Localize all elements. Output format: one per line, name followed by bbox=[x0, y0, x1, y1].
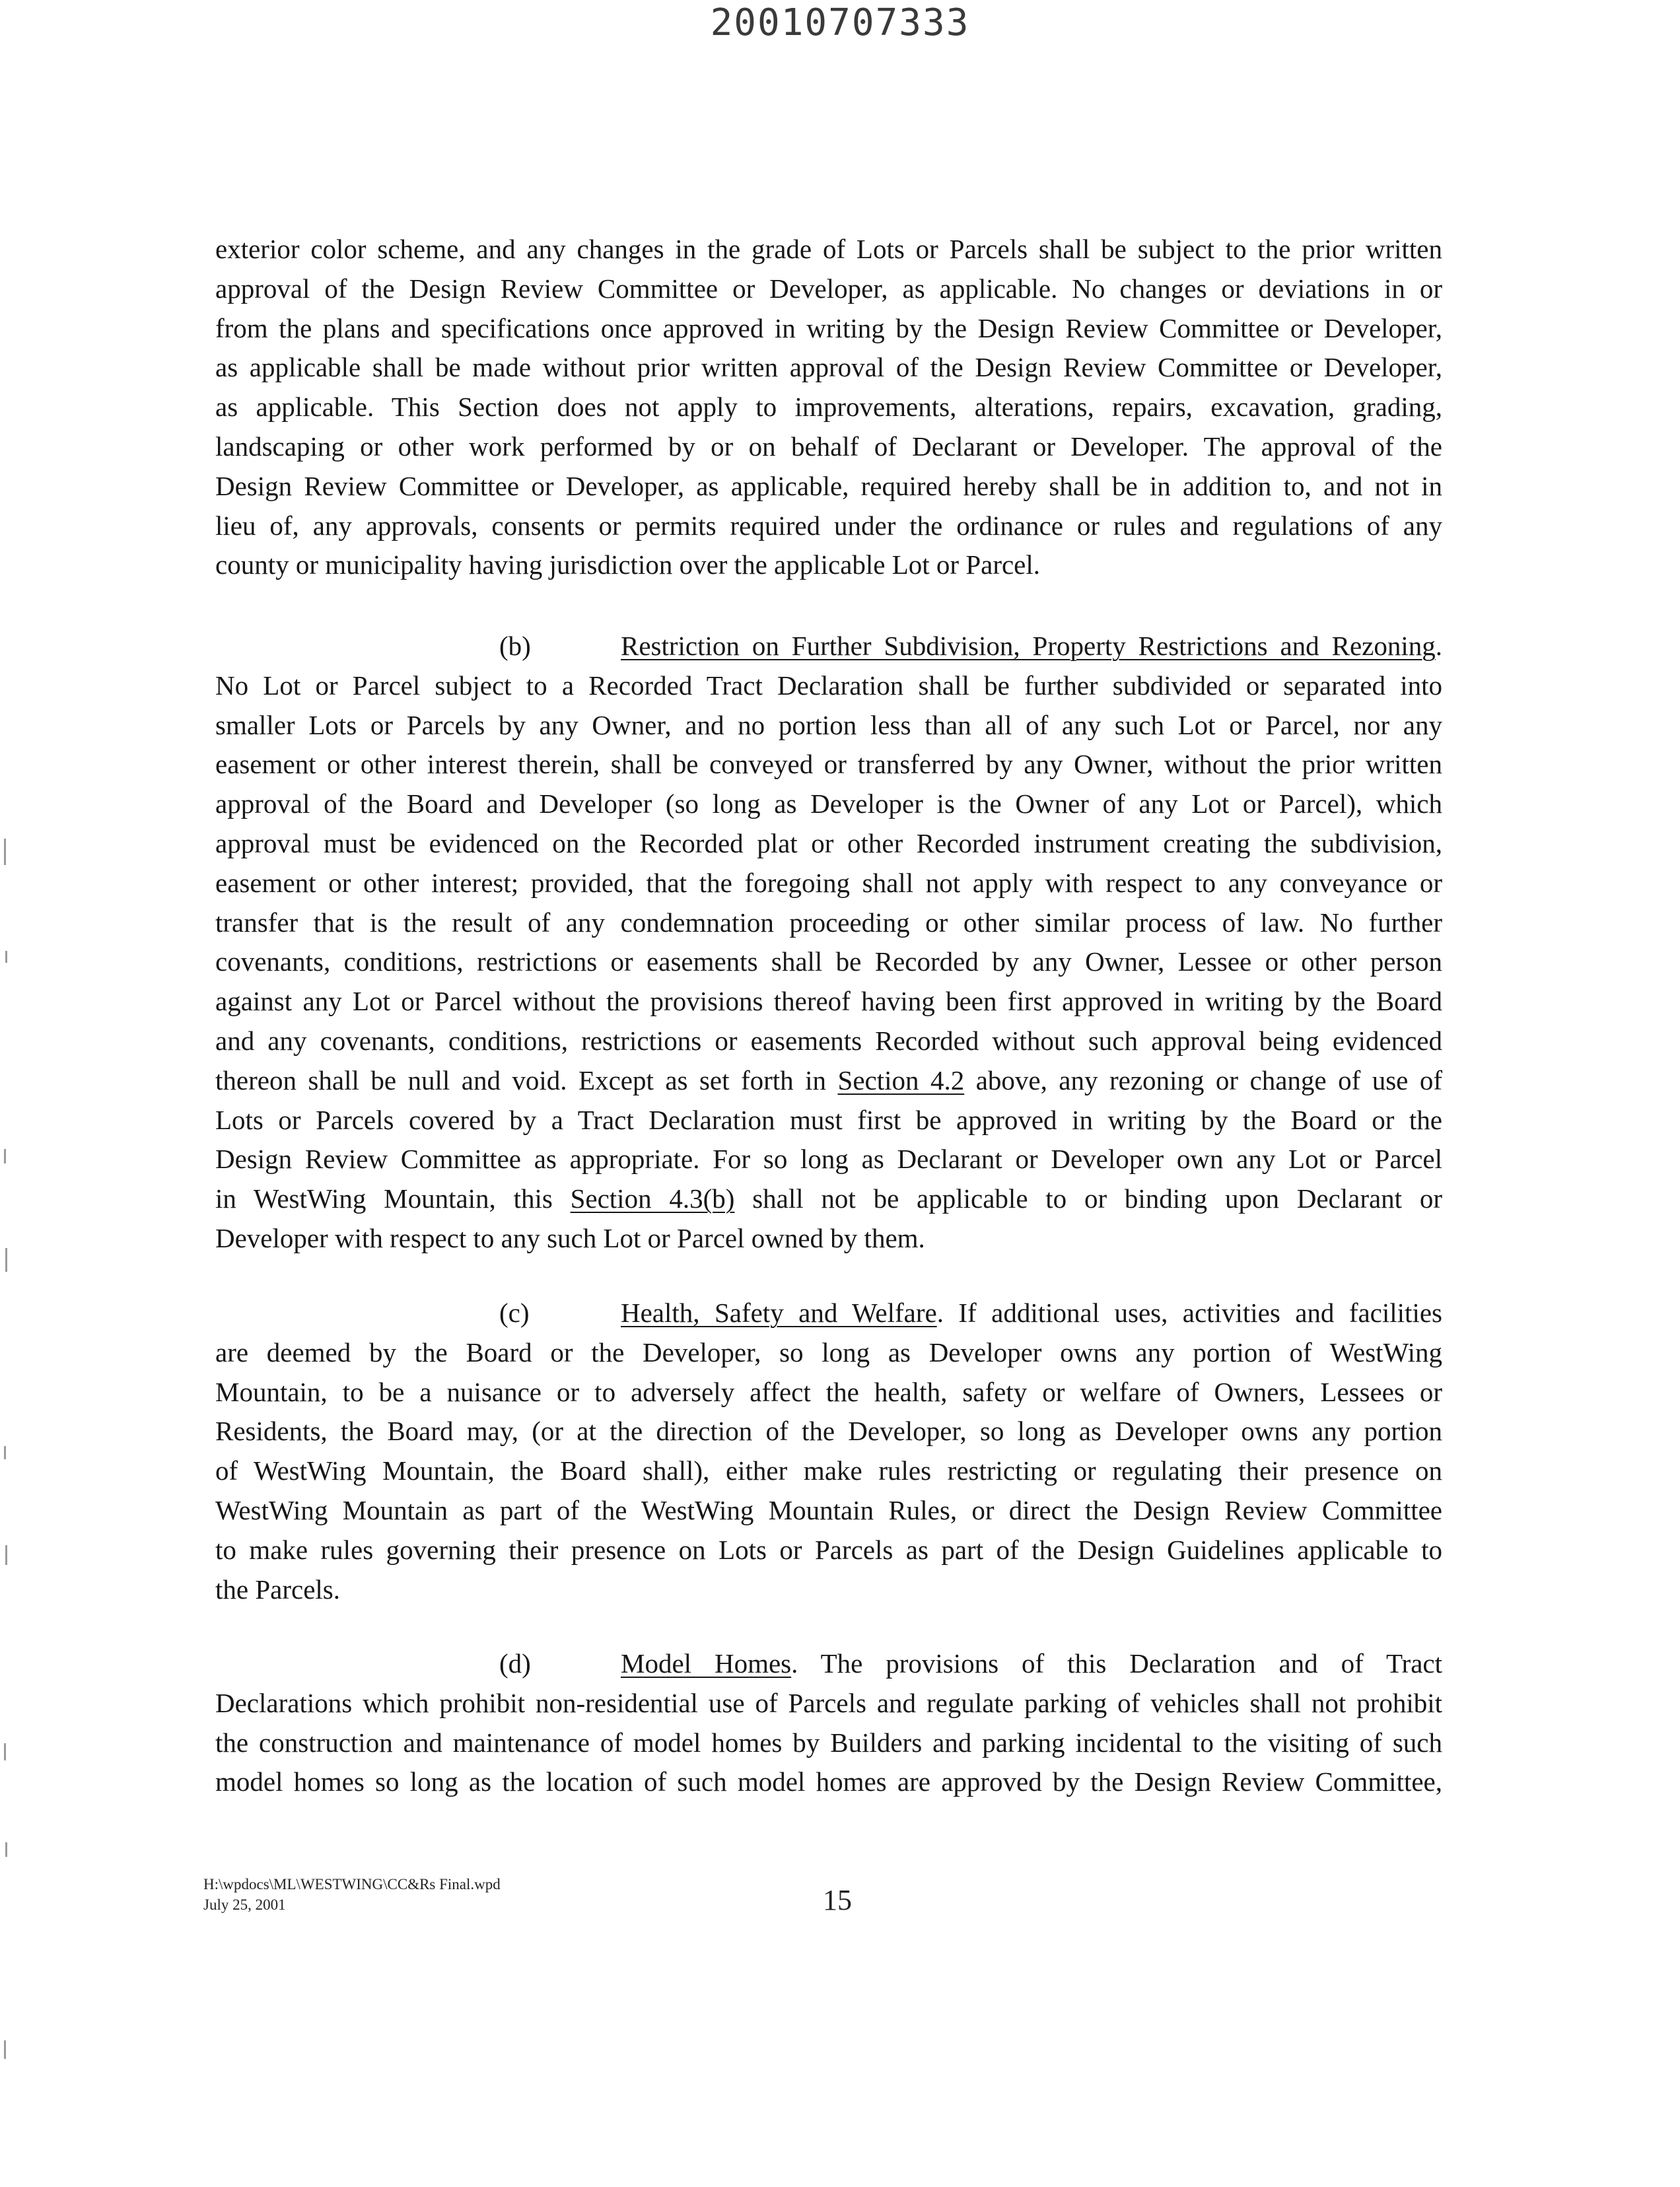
scan-speck bbox=[4, 1149, 6, 1163]
paragraph-heading bbox=[215, 1294, 1442, 1333]
file-path: H:\wpdocs\ML\WESTWING\CC&Rs Final.wpd bbox=[203, 1876, 501, 1892]
text-line: lieu of, any approvals, consents or permits required under the ordinance or rules and regulations of any bbox=[215, 510, 1442, 541]
text-line: WestWing Mountain as part of the WestWing Mountain Rules, or direct the Design Review Committee bbox=[215, 1494, 1442, 1525]
text-line bbox=[215, 1179, 1442, 1219]
text-line bbox=[215, 1061, 1442, 1101]
text-fragment: shall not be applicable to or binding upon Declarant or bbox=[734, 1183, 1442, 1214]
text-line: model homes so long as the location of such model homes are approved by the Design Review Committee, bbox=[215, 1766, 1442, 1797]
heading-continuation: . If additional uses, activities and facilities bbox=[936, 1298, 1442, 1328]
paragraph-label: (c) bbox=[499, 1298, 530, 1328]
text-line: county or municipality having jurisdiction over the applicable Lot or Parcel. bbox=[215, 549, 1041, 580]
paragraph-title: Health, Safety and Welfare bbox=[621, 1298, 937, 1328]
text-line: easement or other interest therein, shall be conveyed or transferred by any Owner, without the prior written bbox=[215, 749, 1442, 780]
scan-speck bbox=[4, 2040, 6, 2059]
text-line: are deemed by the Board or the Developer, so long as Developer owns any portion of WestWing bbox=[215, 1336, 1442, 1368]
text-line: smaller Lots or Parcels by any Owner, and no portion less than all of any such Lot or Parcel, nor any bbox=[215, 709, 1442, 740]
text-line: Declarations which prohibit non-residential use of Parcels and regulate parking of vehicles shall not prohibit bbox=[215, 1687, 1442, 1718]
text-line: Design Review Committee as appropriate. For so long as Declarant or Developer own any Lot or Parcel bbox=[215, 1144, 1442, 1175]
text-line: as applicable shall be made without prior written approval of the Design Review Committee or Developer, bbox=[215, 352, 1442, 383]
scan-speck bbox=[4, 1743, 6, 1760]
text-line: easement or other interest; provided, that the foregoing shall not apply with respect to any conveyance or bbox=[215, 867, 1442, 898]
document-number-stamp: 20010707333 bbox=[710, 1, 970, 44]
title-end: . bbox=[1435, 631, 1442, 661]
text-line: Residents, the Board may, (or at the direction of the Developer, so long as Developer owns any portion bbox=[215, 1416, 1442, 1447]
paragraph-title: Model Homes bbox=[621, 1648, 792, 1679]
text-line: the construction and maintenance of model homes by Builders and parking incidental to the visiting of such bbox=[215, 1727, 1442, 1758]
paragraph-label: (b) bbox=[499, 631, 531, 661]
text-line: Mountain, to be a nuisance or to adversely affect the health, safety or welfare of Owners, Lessees or bbox=[215, 1376, 1442, 1407]
paragraph-continuation bbox=[215, 230, 1442, 585]
text-line: to make rules governing their presence on Lots or Parcels as part of the Design Guidelines applicable to bbox=[215, 1534, 1442, 1565]
text-line: and any covenants, conditions, restrictions or easements Recorded without such approval being evidenced bbox=[215, 1025, 1442, 1056]
paragraph-c bbox=[215, 1294, 1442, 1609]
text-fragment: thereon shall be null and void. Except as set forth in bbox=[215, 1064, 838, 1095]
text-line: exterior color scheme, and any changes in the grade of Lots or Parcels shall be subject to the prior written bbox=[215, 234, 1442, 264]
section-reference: Section 4.3(b) bbox=[570, 1183, 735, 1214]
document-date: July 25, 2001 bbox=[203, 1896, 286, 1913]
heading-text bbox=[621, 1644, 1442, 1684]
text-line: Lots or Parcels covered by a Tract Declaration must first be approved in writing by the Board or the bbox=[215, 1104, 1442, 1135]
scan-speck bbox=[5, 1545, 7, 1565]
text-line: Design Review Committee or Developer, as applicable, required hereby shall be in addition to, and not in bbox=[215, 470, 1442, 501]
text-line: approval must be evidenced on the Recorded plat or other Recorded instrument creating the subdivision, bbox=[215, 827, 1442, 858]
scan-speck bbox=[4, 1446, 6, 1459]
heading-continuation: . The provisions of this Declaration and of Tract bbox=[791, 1648, 1442, 1679]
scan-speck bbox=[4, 839, 6, 865]
text-line: landscaping or other work performed by or on behalf of Declarant or Developer. The approval of the bbox=[215, 431, 1442, 462]
text-line: as applicable. This Section does not apply to improvements, alterations, repairs, excavation, grading, bbox=[215, 392, 1442, 423]
text-line: against any Lot or Parcel without the provisions thereof having been first approved in writing by the Board bbox=[215, 986, 1442, 1017]
paragraph-b bbox=[215, 627, 1442, 1259]
text-line: Developer with respect to any such Lot or Parcel owned by them. bbox=[215, 1222, 925, 1253]
paragraph-label: (d) bbox=[499, 1648, 531, 1679]
section-reference: Section 4.2 bbox=[837, 1064, 965, 1095]
text-line: approval of the Design Review Committee or Developer, as applicable. No changes or deviations in or bbox=[215, 273, 1442, 304]
paragraph-title: Restriction on Further Subdivision, Property Restrictions and Rezoning bbox=[621, 631, 1436, 661]
text-line: from the plans and specifications once approved in writing by the Design Review Committee or Developer, bbox=[215, 312, 1442, 343]
paragraph-d bbox=[215, 1644, 1442, 1802]
scan-speck bbox=[5, 1842, 7, 1857]
paragraph-heading bbox=[215, 1644, 1442, 1684]
text-fragment: in WestWing Mountain, this bbox=[215, 1183, 571, 1214]
scan-speck bbox=[5, 1248, 7, 1272]
text-line: covenants, conditions, restrictions or easements shall be Recorded by any Owner, Lessee or other person bbox=[215, 946, 1442, 977]
text-line: the Parcels. bbox=[215, 1574, 340, 1605]
paragraph-heading bbox=[215, 627, 1442, 666]
heading-text bbox=[621, 1294, 1442, 1333]
footer-file-info bbox=[203, 1874, 501, 1915]
text-line: of WestWing Mountain, the Board shall), either make rules restricting or regulating their presence on bbox=[215, 1455, 1442, 1486]
page-number: 15 bbox=[823, 1884, 852, 1916]
text-line: transfer that is the result of any condemnation proceeding or other similar process of law. No further bbox=[215, 907, 1442, 938]
scan-speck bbox=[5, 951, 7, 963]
text-line: approval of the Board and Developer (so long as Developer is the Owner of any Lot or Parcel), which bbox=[215, 788, 1442, 819]
text-line: No Lot or Parcel subject to a Recorded Tract Declaration shall be further subdivided or separated into bbox=[215, 670, 1442, 701]
heading-text bbox=[621, 627, 1442, 666]
text-fragment: above, any rezoning or change of use of bbox=[964, 1064, 1442, 1095]
